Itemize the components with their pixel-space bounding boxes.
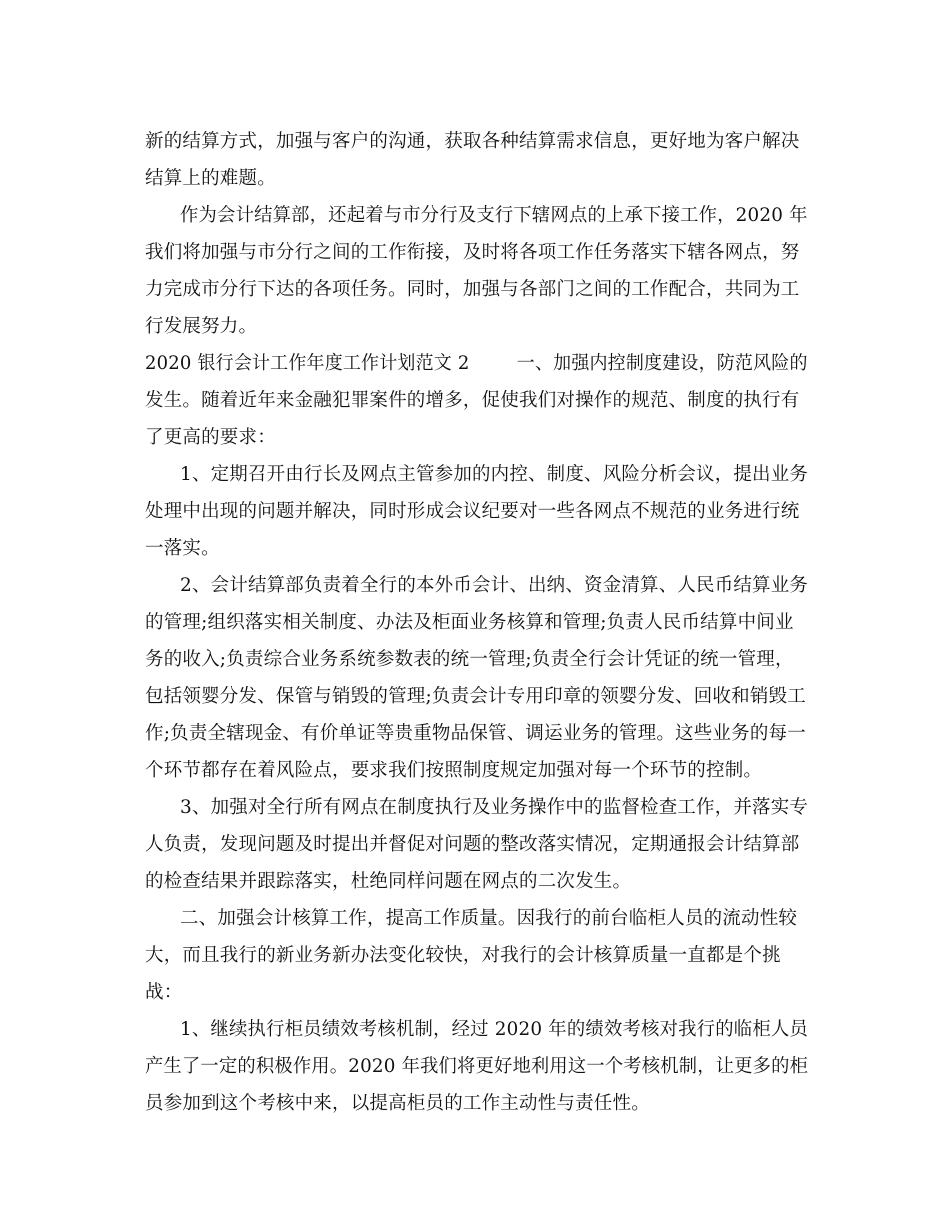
text-line: 发生。随着近年来金融犯罪案件的增多，促使我们对操作的规范、制度的执行有 bbox=[145, 390, 800, 411]
text-line: 新的结算方式，加强与客户的沟通，获取各种结算需求信息，更好地为客户解决 bbox=[145, 131, 800, 152]
text-line: 一落实。 bbox=[145, 538, 220, 559]
text-line: 我们将加强与市分行之间的工作衔接，及时将各项工作任务落实下辖各网点，努 bbox=[145, 242, 800, 263]
text-line: 的管理;组织落实相关制度、办法及柜面业务核算和管理;负责人民币结算中间业 bbox=[145, 612, 794, 633]
text-line: 员参加到这个考核中来，以提高柜员的工作主动性与责任性。 bbox=[145, 1093, 650, 1114]
text-line: 处理中出现的问题并解决，同时形成会议纪要对一些各网点不规范的业务进行统 bbox=[145, 501, 800, 522]
text-line: 2、会计结算部负责着全行的本外币会计、出纳、资金清算、人民币结算业务 bbox=[180, 575, 809, 596]
text-line: 1、继续执行柜员绩效考核机制，经过 2020 年的绩效考核对我行的临柜人员 bbox=[180, 1019, 809, 1040]
text-line: 3、加强对全行所有网点在制度执行及业务操作中的监督检查工作，并落实专 bbox=[180, 797, 809, 818]
text-line: 行发展努力。 bbox=[145, 316, 258, 337]
text-line: 二、加强会计核算工作，提高工作质量。因我行的前台临柜人员的流动性较 bbox=[180, 908, 798, 929]
text-line: 包括领婴分发、保管与销毁的管理;负责会计专用印章的领婴分发、回收和销毁工 bbox=[145, 686, 806, 707]
text-line: 战： bbox=[145, 982, 183, 1003]
text-line: 人负责，发现问题及时提出并督促对问题的整改落实情况，定期通报会计结算部 bbox=[145, 834, 800, 855]
section-heading-line: 2020 银行会计工作年度工作计划范文 2 一、加强内控制度建设，防范风险的 bbox=[145, 353, 808, 374]
text-line: 大，而且我行的新业务新办法变化较快，对我行的会计核算质量一直都是个挑 bbox=[145, 945, 781, 966]
text-line: 个环节都存在着风险点，要求我们按照制度规定加强对每一个环节的控制。 bbox=[145, 760, 763, 781]
text-line: 作为会计结算部，还起着与市分行及支行下辖网点的上承下接工作，2020 年 bbox=[180, 205, 808, 226]
text-line: 产生了一定的积极作用。2020 年我们将更好地利用这一个考核机制，让更多的柜 bbox=[145, 1056, 809, 1077]
text-line: 作;负责全辖现金、有价单证等贵重物品保管、调运业务的管理。这些业务的每一 bbox=[145, 723, 806, 744]
text-line: 务的收入;负责综合业务系统参数表的统一管理;负责全行会计凭证的统一管理， bbox=[145, 649, 794, 670]
text-line: 的检查结果并跟踪落实，杜绝同样问题在网点的二次发生。 bbox=[145, 871, 632, 892]
text-line: 力完成市分行下达的各项任务。同时，加强与各部门之间的工作配合，共同为工 bbox=[145, 279, 800, 300]
text-line: 结算上的难题。 bbox=[145, 168, 276, 189]
text-line: 1、定期召开由行长及网点主管参加的内控、制度、风险分析会议，提出业务 bbox=[180, 464, 809, 485]
text-line: 了更高的要求： bbox=[145, 427, 276, 448]
